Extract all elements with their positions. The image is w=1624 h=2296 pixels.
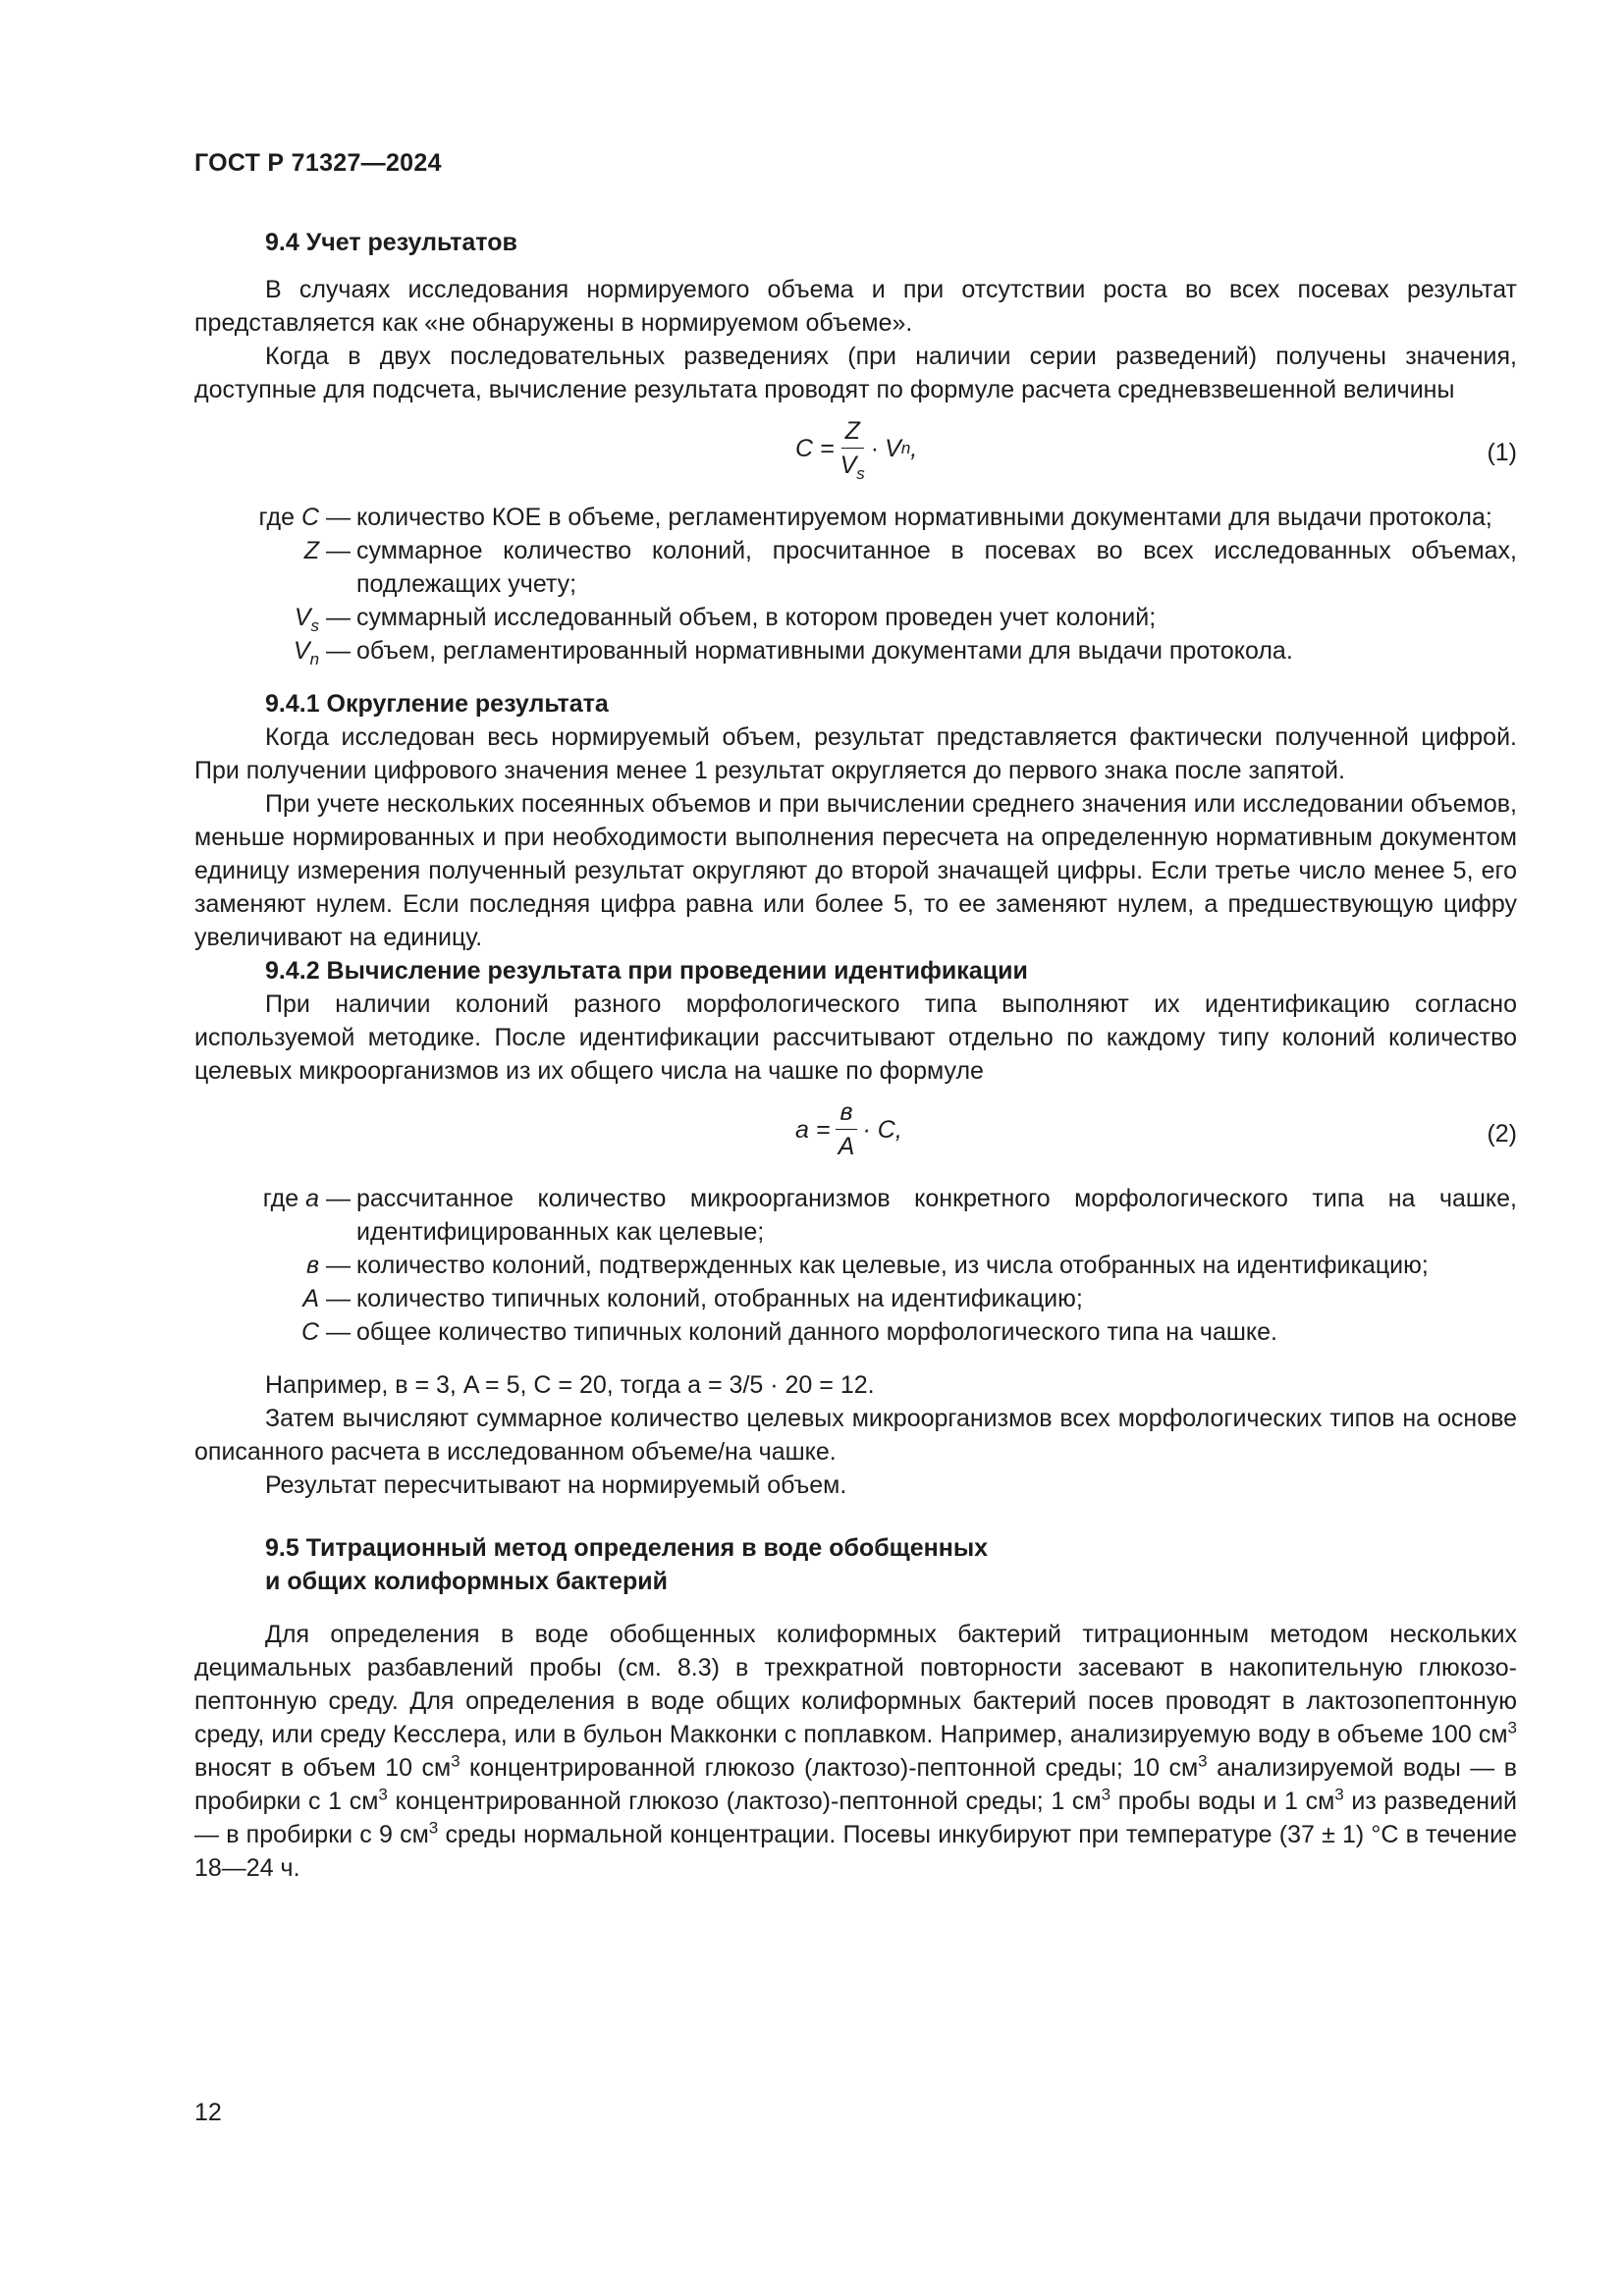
definition-item: Z — суммарное количество колоний, просчитанное в посевах во всех исследованных объемах, подлежащих учету; [303,537,1517,598]
formula-1: C = $\frac{Z}{V_s}$ · V n , (1) [194,406,1517,501]
definition-item: $V_s$ — суммарный исследованный объем, в котором проведен учет колоний; [294,604,1157,635]
paragraph: В случаях исследования нормируемого объема и при отсутствии роста во всех посевах результат представляется как «не обнаружены в нормируемом объеме». [194,276,1517,337]
page-number: 12 [194,2099,222,2126]
definition-item: C — общее количество типичных колоний данного морфологического типа на чашке. [300,1318,1277,1346]
formula-number: (1) [1487,439,1517,466]
section-9-5-heading: 9.5 Титрационный метод определения в воде обобщенных и общих колиформных бактерий [265,1534,989,1595]
definitions-list-1 [194,501,1517,667]
definition-item: в — количество колоний, подтвержденных как целевые, из числа отобранных на идентификацию; [305,1252,1429,1279]
section-9-4-1-heading: 9.4.1 Округление результата [265,690,609,718]
paragraph: Когда исследован весь нормируемый объем, результат представляется фактически полученной цифрой. При получении цифрового значения менее 1 результат округляется до первого знака после запятой. [194,723,1517,784]
page-content [194,226,1517,1885]
document-code: ГОСТ Р 71327—2024 [194,149,442,177]
definitions-list-2 [194,1182,1517,1349]
document-page [194,0,1517,2296]
definition-item: где a — рассчитанное количество микроорганизмов конкретного морфологического типа на чашке, идентифицированных как целевые; [262,1185,1517,1246]
section-9-4-2-heading: 9.4.2 Вычисление результата при проведении идентификации [265,957,1028,985]
definition-item: $V_n$ — объем, регламентированный нормативными документами для выдачи протокола. [293,637,1293,668]
definition-item: где C — количество КОЕ в объеме, регламентируемом нормативными документами для выдачи протокола; [258,504,1492,531]
paragraph: Результат пересчитывают на нормируемый объем. [265,1471,847,1499]
paragraph: Затем вычисляют суммарное количество целевых микроорганизмов всех морфологических типов на основе описанного расчета в исследованном объеме/на чашке. [194,1405,1517,1466]
formula-2: a = $\frac{в}{A}$ · C, (2) [194,1088,1517,1182]
definition-item: A — количество типичных колоний, отобранных на идентификацию; [302,1285,1083,1312]
paragraph: Когда в двух последовательных разведениях (при наличии серии разведений) получены значения, доступные для подсчета, вычисление результата проводят по формуле расчета средневзвешенной величины [194,343,1517,403]
paragraph: Для определения в воде обобщенных колиформных бактерий титрационным методом нескольких децимальных разбавлений пробы (см. 8.3) в трехкратной повторности засевают в накопительную глюкозо-пептонную среду. Для определения в воде общих колиформных бактерий посев проводят в лактозопептонную среду, или среду Кесслера, или в бульон Макконки с поплавком. Например, анализируемую воду в объеме 100 $см^3$ вносят в объем 10 $см^3$ концентрированной глюкозо (лактозо)-пептонной среды; 10 $см^3$ анализируемой воды — в пробирки с 1 $см^3$ концентрированной глюкозо (лактозо)-пептонной среды; 1 $см^3$ пробы воды и 1 $см^3$ из разведений — в пробирки с 9 $см^3$ среды нормальной концентрации. Посевы инкубируют при температуре (37 ± 1) °С в течение 18—24 ч. [194,1621,1517,1882]
paragraph: При учете нескольких посеянных объемов и при вычислении среднего значения или исследовании объемов, меньше нормированных и при необходимости выполнения пересчета на определенную нормативным документом единицу измерения полученный результат округляют до второй значащей цифры. Если третье число менее 5, его заменяют нулем. Если последняя цифра равна или более 5, то ее заменяют нулем, а предшествующую цифру увеличивают на единицу. [194,790,1517,951]
paragraph: При наличии колоний разного морфологического типа выполняют их идентификацию согласно используемой методике. После идентификации рассчитывают отдельно по каждому типу колоний количество целевых микроорганизмов из их общего числа на чашке по формуле [194,990,1517,1085]
example-paragraph: Например, в = 3, A = 5, C = 20, тогда a = 3/5 · 20 = 12. [265,1371,875,1399]
section-9-4-heading: 9.4 Учет результатов [265,229,517,256]
formula-number: (2) [1487,1120,1517,1148]
